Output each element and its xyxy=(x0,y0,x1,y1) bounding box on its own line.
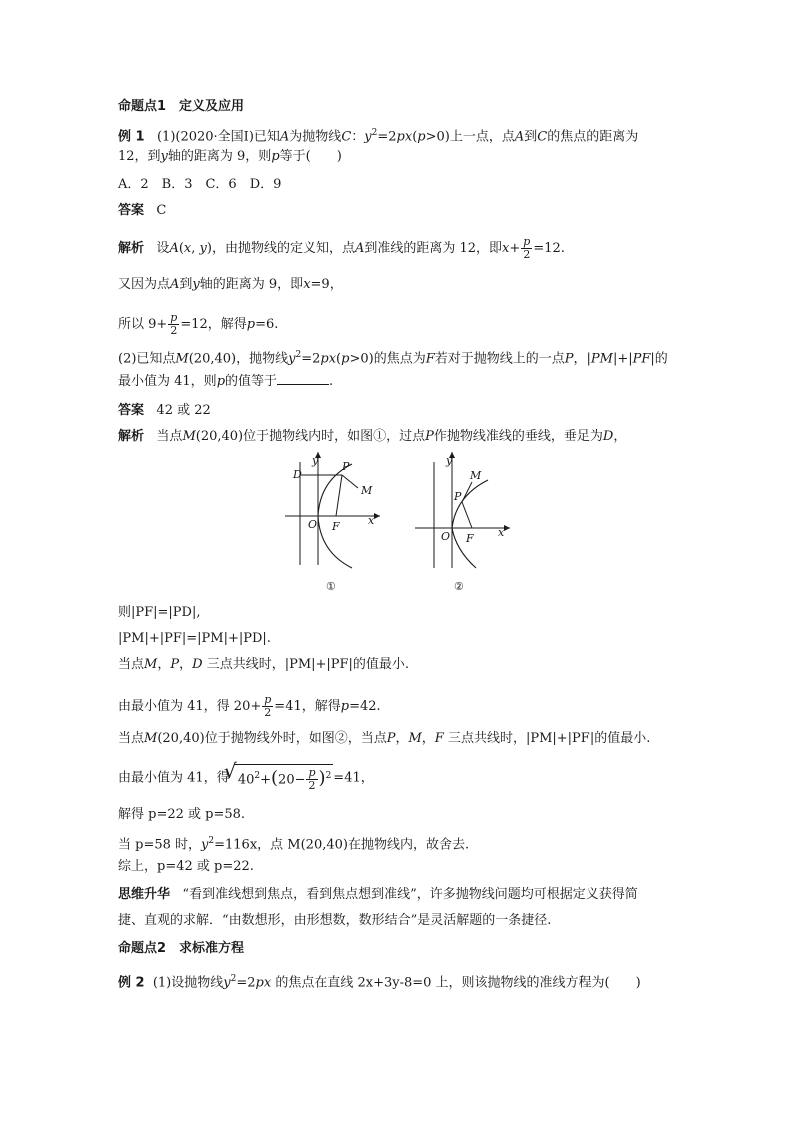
text-span: (2)已知点 xyxy=(118,351,176,367)
answer-row-2 xyxy=(118,402,211,420)
text-span: =42. xyxy=(349,699,381,714)
text-span: 到准线的距离为 12，即 xyxy=(364,241,503,256)
example1-options: A．2 B．3 C．6 D．9 xyxy=(118,177,282,192)
text-span: =12，解得 xyxy=(180,317,247,332)
text-span: ，| xyxy=(573,351,591,367)
label-P: P xyxy=(342,460,350,473)
label-O: O xyxy=(441,530,451,543)
example1-line2: 12，到y轴的距离为 9，则p等于( ) xyxy=(118,149,342,164)
answer-value: C xyxy=(156,203,167,218)
solution-line-4: 由最小值为 41，得 20+ $\frac{p}{2}$ =41，解得p=42. xyxy=(118,693,381,719)
text-span: 若对于抛物线上的一点 xyxy=(434,351,565,367)
text-span: 三点共线时，|PM|+|PF|的值最小. xyxy=(447,731,651,746)
text-span: 为抛物线 xyxy=(289,129,342,145)
text-span: 当 p=58 时， xyxy=(118,837,202,853)
answer-label: 答案 xyxy=(118,403,145,418)
solution-line-1: 则|PF|=|PD|, xyxy=(118,605,201,620)
section-title-2: 命题点2 求标准方程 xyxy=(118,941,245,956)
analysis-label: 解析 xyxy=(118,241,145,256)
parabola-figure-2 xyxy=(410,450,515,600)
text-span: =9， xyxy=(310,277,343,292)
text-span: 所以 9+ xyxy=(118,317,168,332)
solution-line-6 xyxy=(118,759,374,793)
text-span: =6. xyxy=(255,317,279,332)
answer-value: 42 或 22 xyxy=(156,403,211,418)
text-span: 12，到 xyxy=(118,149,161,164)
answer-blank xyxy=(277,372,329,385)
text-span: ，由抛物线的定义知，点 xyxy=(211,241,355,256)
label-y: y xyxy=(446,454,453,467)
solution-line-2: |PM|+|PF|=|PM|+|PD|. xyxy=(118,631,271,646)
label-x: x xyxy=(368,514,375,527)
analysis1-line3: 所以 9+ $\frac{p}{2}$ =12，解得p=6. xyxy=(118,311,279,337)
segment-PF xyxy=(336,475,342,516)
text-span: 轴的距离为 9，则 xyxy=(167,149,272,164)
text-span: 的值等于 xyxy=(225,374,278,389)
label-F: F xyxy=(466,532,474,545)
analysis2-line1: 解析 当点M(20,40)位于抛物线内时，如图①，过点P作抛物线准线的垂线，垂足为D， xyxy=(118,429,627,444)
text-span: 由最小值为 41，得 20+ xyxy=(118,699,262,714)
answer-row-1 xyxy=(118,202,166,220)
text-span: 轴的距离为 9，即 xyxy=(199,277,304,292)
text-span: 当点 xyxy=(156,429,183,444)
segment-PF xyxy=(462,502,472,528)
text-span: 的焦点在直线 2x+3y-8=0 上，则该抛物线的准线方程为( ) xyxy=(275,975,641,991)
text-span: (1)(2020·全国Ⅰ)已知 xyxy=(156,129,280,145)
solution-line-5: 当点M(20,40)位于抛物线外时，如图②，当点P，M，F 三点共线时，|PM|+|PF|的值最小. xyxy=(118,731,651,746)
text-span: (20,40)位于抛物线外时，如图②，当点 xyxy=(157,731,387,746)
fraction-p-over-2: $\frac{p}{2}$ xyxy=(170,311,178,337)
x-axis-arrow xyxy=(504,525,510,531)
text-span: =12. xyxy=(533,241,565,256)
example2-line1: 例 2 (1)设抛物线$y^2=2px$ 的焦点在直线 2x+3y-8=0 上，则该抛物线的准线方程为( ) xyxy=(118,974,641,991)
solution-line-3: 当点M，P，D 三点共线时，|PM|+|PF|的值最小. xyxy=(118,657,410,672)
label-M: M xyxy=(470,469,482,482)
parabola-figure-1 xyxy=(280,450,385,600)
example2-label: 例 2 xyxy=(118,975,145,991)
text-span: 到 xyxy=(524,129,538,145)
text-span: =116x，点 M(20,40)在抛物线内，故舍去. xyxy=(214,837,470,853)
figure1-caption: ① xyxy=(326,580,336,593)
text-span: 作抛物线准线的垂线，垂足为 xyxy=(433,429,603,444)
text-span: 等于( ) xyxy=(279,149,342,164)
text-span: 设 xyxy=(156,241,170,256)
analysis1-line1: 解析 设A(x, y)，由抛物线的定义知，点A到准线的距离为 12，即x+ $\frac{p}{2}$ =12. xyxy=(118,235,565,261)
text-span: 三点共线时，|PM|+|PF|的值最小. xyxy=(206,657,410,672)
figure2-caption: ② xyxy=(454,580,464,593)
solution-line-7: 解得 p=22 或 p=58. xyxy=(118,807,246,822)
example1-part2-line1: (2)已知点M(20,40)，抛物线$y^2=2px(p>0)$的焦点为F若对于抛物线上的一点P，|PM|+|PF|的 xyxy=(118,350,668,367)
text-span: 由最小值为 41，得 xyxy=(118,770,230,786)
text-span: 最小值为 41，则 xyxy=(118,374,217,389)
label-x: x xyxy=(498,526,505,539)
text-span: 上一点，点 xyxy=(449,129,515,145)
label-F: F xyxy=(332,520,340,533)
example1-label: 例 1 xyxy=(118,129,145,145)
answer-label: 答案 xyxy=(118,203,145,218)
section-title-1: 命题点1 定义及应用 xyxy=(118,99,245,114)
text-span: |的 xyxy=(650,351,668,367)
label-O: O xyxy=(308,518,318,531)
text-span: (20,40)，抛物线 xyxy=(188,351,289,367)
text-span: (1)设抛物线 xyxy=(152,975,224,991)
segment-PM xyxy=(342,475,358,488)
example1-line1: 例 1 (1)(2020·全国Ⅰ)已知A为抛物线C：$y^2=2px(p>0)$上一点，点A到C的焦点的距离为 xyxy=(118,128,639,145)
text-span: 的焦点的距离为 xyxy=(547,129,639,145)
text-span: 当点 xyxy=(118,731,145,746)
label-D: D xyxy=(293,468,302,481)
text-span: 到 xyxy=(179,277,193,292)
label-P: P xyxy=(454,490,462,503)
sqrt-expression: √ $40^2+(20-$ $\frac{p}{2}$ )$^2$ xyxy=(223,759,332,793)
analysis-label: 解析 xyxy=(118,429,145,444)
text-span: |+| xyxy=(612,351,633,367)
text-span: =41，解得 xyxy=(274,699,341,714)
summary-line-1 xyxy=(118,886,638,904)
label-y: y xyxy=(312,454,319,467)
text-span: =41， xyxy=(333,770,374,786)
solution-line-9: 综上，p=42 或 p=22. xyxy=(118,859,254,874)
summary-line-2: 捷、直观的求解．“由数想形，由形想数，数形结合”是灵活解题的一条捷径. xyxy=(118,913,552,928)
text-span: “看到准线想到焦点，看到焦点想到准线”，许多抛物线问题均可根据定义获得简 xyxy=(182,887,638,902)
fraction-p-over-2: $\frac{p}{2}$ xyxy=(523,235,531,261)
text-span: 当点 xyxy=(118,657,145,672)
x-axis-arrow xyxy=(374,513,380,519)
label-M: M xyxy=(361,484,373,497)
text-span: . xyxy=(329,374,334,389)
text-span: 的焦点为 xyxy=(373,351,426,367)
text-span: ， xyxy=(613,429,627,444)
text-span: (20,40)位于抛物线内时，如图①，过点 xyxy=(195,429,426,444)
fraction-p-over-2: $\frac{p}{2}$ xyxy=(264,693,272,719)
text-span: 又因为点 xyxy=(118,277,171,292)
summary-label: 思维升华 xyxy=(118,887,171,902)
solution-line-8: 当 p=58 时，$y^2=116x$，点 M(20,40)在抛物线内，故舍去. xyxy=(118,836,470,853)
analysis1-line2: 又因为点A到y轴的距离为 9，即x=9， xyxy=(118,277,343,292)
example1-part2-line2: 最小值为 41，则p的值等于 . xyxy=(118,374,334,389)
